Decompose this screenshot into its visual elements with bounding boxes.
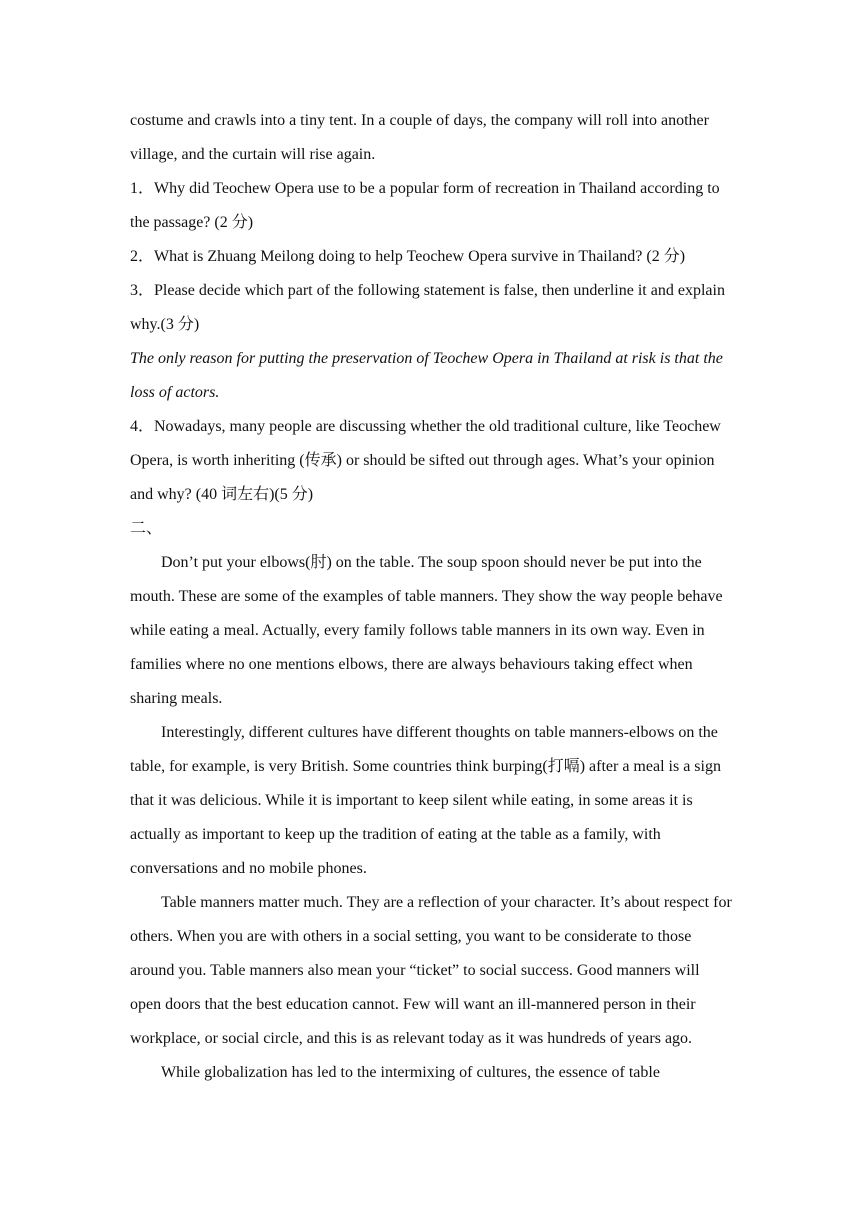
passage-paragraph: Don’t put your elbows(肘) on the table. The soup spoon should never be put into the mouth. These are some of the examples of table manners. They show the way people behave while eating a meal. Actually, every family follows table manners in its own way. Even in families where no one mentions elbows, there are always behaviours taking effect when sharing meals.: [130, 554, 723, 707]
question-2: 2．What is Zhuang Meilong doing to help Teochew Opera survive in Thailand? (2 分): [130, 248, 686, 265]
section-heading: 二、: [130, 520, 163, 537]
passage-paragraph: Interestingly, different cultures have different thoughts on table manners-elbows on the table, for example, is very British. Some countries think burping(打嗝) after a meal is a sign that it was delicious. While it is important to keep silent while eating, in some areas it is actually as important to keep up the tradition of eating at the table as a family, with conversations and no mobile phones.: [130, 724, 721, 877]
passage-paragraph: While globalization has led to the intermixing of cultures, the essence of table: [161, 1064, 660, 1081]
passage-paragraph: costume and crawls into a tiny tent. In a couple of days, the company will roll into another village, and the curtain will rise again.: [130, 112, 709, 163]
question-3: 3．Please decide which part of the following statement is false, then underline it and explain why.(3 分): [130, 282, 725, 333]
statement-text: The only reason for putting the preservation of Teochew Opera in Thailand at risk is that the loss of actors.: [130, 350, 723, 401]
question-4: 4．Nowadays, many people are discussing whether the old traditional culture, like Teochew Opera, is worth inheriting (传承) or should be sifted out through ages. What’s your opinion and why? (40 词左右)(5 分): [130, 418, 721, 503]
document-body: [130, 104, 734, 1090]
passage-paragraph: Table manners matter much. They are a reflection of your character. It’s about respect for others. When you are with others in a social setting, you want to be considerate to those around you. Table manners also mean your “ticket” to social success. Good manners will open doors that the best education cannot. Few will want an ill-mannered person in their workplace, or social circle, and this is as relevant today as it was hundreds of years ago.: [130, 894, 732, 1047]
question-1: 1．Why did Teochew Opera use to be a popular form of recreation in Thailand according to the passage? (2 分): [130, 180, 720, 231]
